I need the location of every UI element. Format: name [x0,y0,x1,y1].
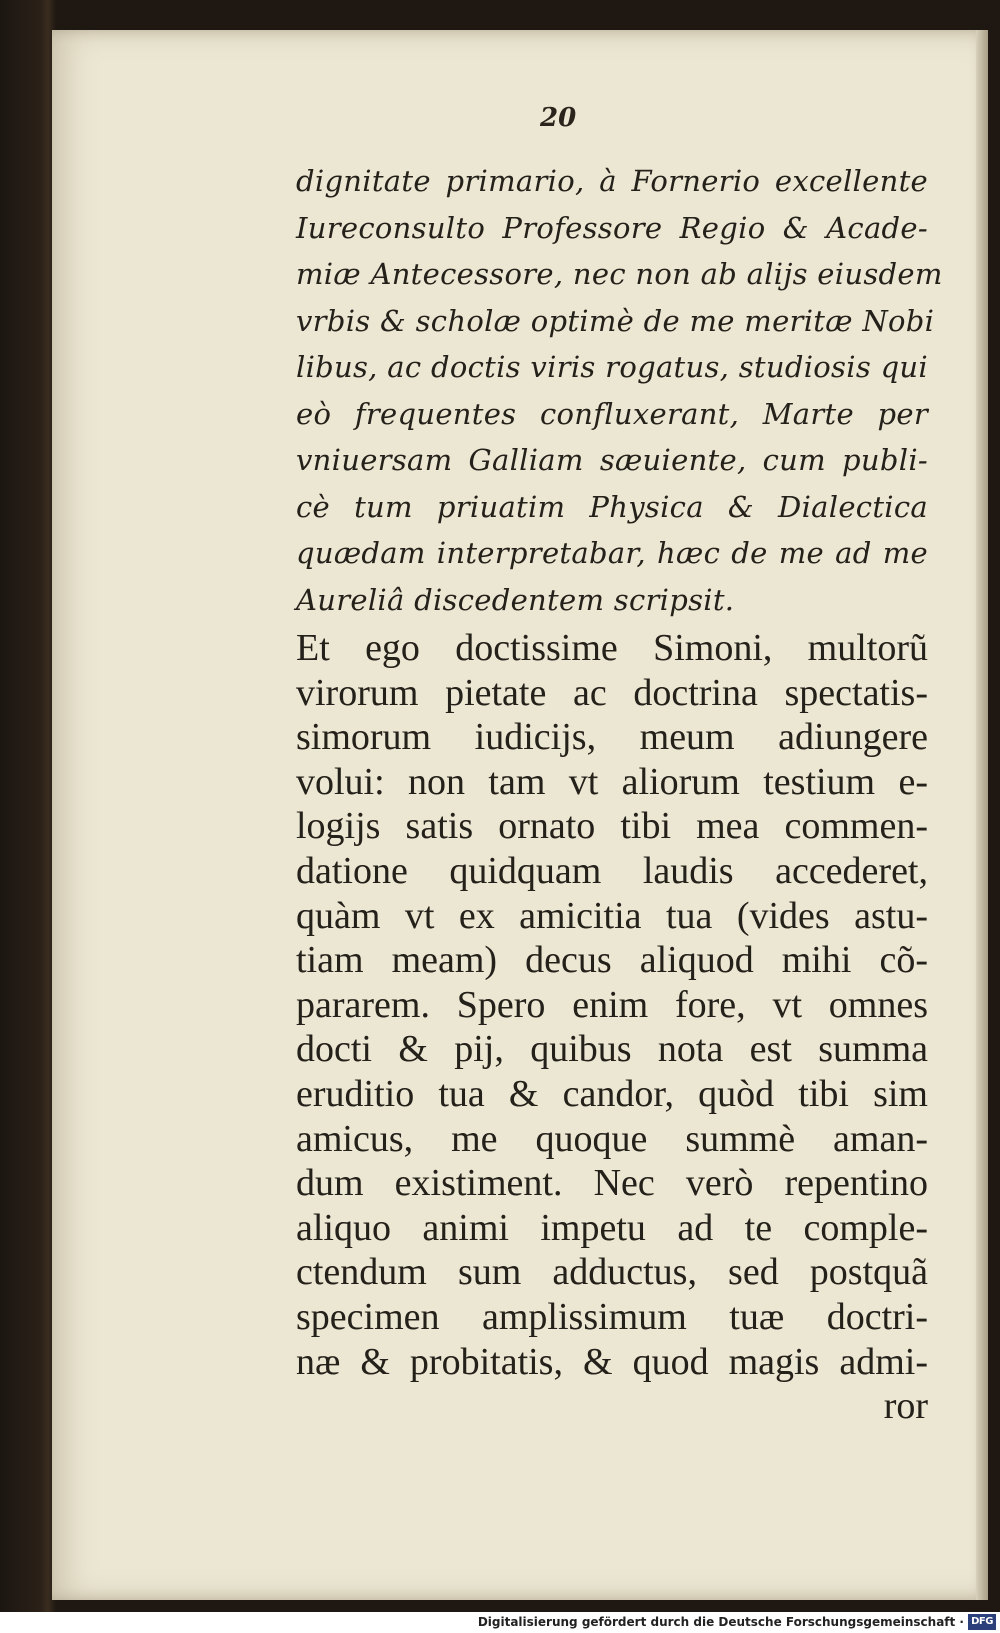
italic-passage [296,158,943,623]
italic-line: Iureconsulto Professore Regio & Acade- [296,210,928,245]
roman-line: docti & pij, quibus nota est summa [296,1028,928,1071]
roman-line: næ & probitatis, & quod magis admi- [296,1340,928,1383]
italic-line: dignitate primario, à Fornerio excellente [296,164,928,198]
roman-line: dum existiment. Nec verò repentino [296,1162,928,1205]
roman-line: virorum pietate ac doctrina spectatis- [296,671,928,714]
roman-line: volui: non tam vt aliorum testium e- [296,760,928,803]
roman-line: tiam meam) decus aliquod mihi cõ- [296,939,928,982]
catchword: ror [883,1385,928,1428]
roman-passage [296,626,928,1429]
roman-line: specimen amplissimum tuæ doctri- [296,1295,928,1338]
italic-line: quædam interpretabar, hæc de me ad me [296,536,928,570]
roman-line: simorum iudicijs, meum adiungere [296,716,928,759]
italic-line: cè tum priuatim Physica & Dialectica [296,489,928,524]
dfg-logo: DFG [968,1614,996,1630]
italic-line: eò frequentes confluxerant, Marte per [296,396,928,431]
roman-line: quàm vt ex amicitia tua (vides astu- [296,894,928,937]
roman-line: amicus, me quoque summè aman- [296,1117,928,1160]
roman-line: aliquo animi impetu ad te comple- [296,1206,928,1249]
roman-line: logijs satis ornato tibi mea commen- [296,805,928,848]
roman-line: Et ego doctissime Simoni, multorũ [296,627,928,669]
italic-line: libus, ac doctis viris rogatus, studiosis qui [296,350,928,384]
page-number: 20 [540,103,577,133]
roman-line: eruditio tua & candor, quòd tibi sim [296,1072,928,1115]
roman-line: pararem. Spero enim fore, vt omnes [296,983,928,1026]
italic-line: vniuersam Galliam sæuiente, cum publi- [296,443,928,477]
page-text [296,158,943,1429]
italic-line: vrbis & scholæ optimè de me meritæ Nobi [296,303,935,338]
funding-credit: Digitalisierung gefördert durch die Deutsche Forschungsgemeinschaft · [477,1615,964,1629]
roman-line: datione quidquam laudis accederet, [296,849,928,892]
italic-line: Aureliâ discedentem scripsit. [296,582,735,617]
italic-line: miæ Antecessore, nec non ab alijs eiusdem [296,257,943,291]
page-edge [976,30,988,1600]
roman-line: ctendum sum adductus, sed postquã [296,1251,928,1294]
